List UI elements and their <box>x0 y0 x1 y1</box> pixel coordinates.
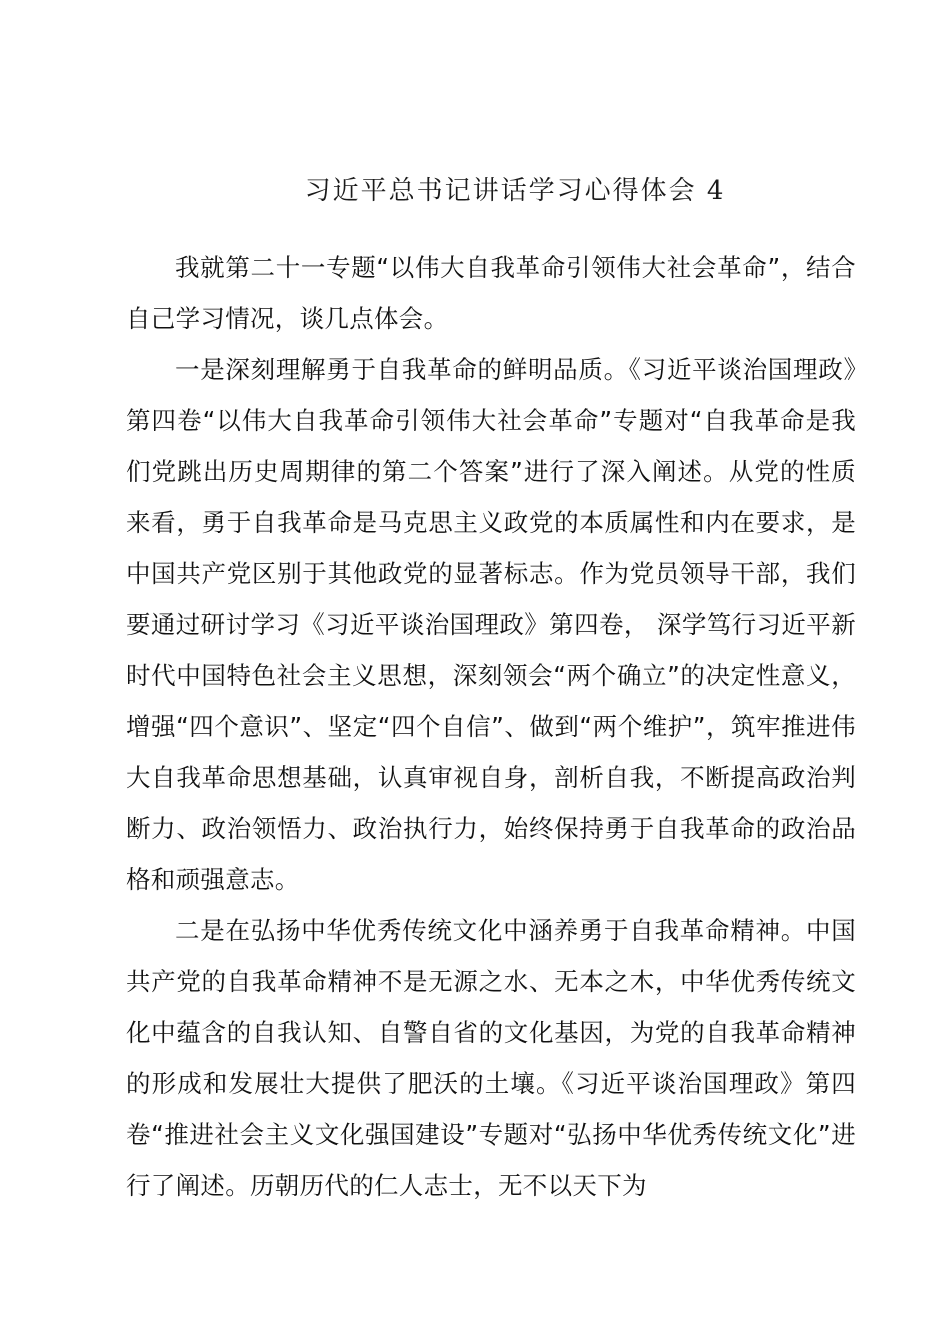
document-title: 习近平总书记讲话学习心得体会 4 <box>304 176 726 206</box>
paragraph-point-two: 二是在弘扬中华优秀传统文化中涵养勇于自我革命精神。中国共产党的自我革命精神不是无源之水、无本之木，中华优秀传统文化中蕴含的自我认知、自警自省的文化基因，为党的自我革命精神的形成和发展壮大提供了肥沃的土壤。《习近平谈治国理政》第四卷“推进社会主义文化强国建设”专题对“弘扬中华优秀传统文化”进行了阐述。历朝历代的仁人志士，无不以天下为 <box>126 916 856 1200</box>
document-body <box>126 242 856 1211</box>
paragraph-point-one: 一是深刻理解勇于自我革命的鲜明品质。《习近平谈治国理政》第四卷“以伟大自我革命引领伟大社会革命”专题对“自我革命是我们党跳出历史周期律的第二个答案”进行了深入阐述。从党的性质来看，勇于自我革命是马克思主义政党的本质属性和内在要求，是中国共产党区别于其他政党的显著标志。作为党员领导干部，我们要通过研讨学习《习近平谈治国理政》第四卷， 深学笃行习近平新时代中国特色社会主义思想，深刻领会“两个确立”的决定性意义，增强“四个意识”、坚定“四个自信”、做到“两个维护”，筑牢推进伟大自我革命思想基础，认真审视自身，剖析自我，不断提高政治判断力、政治领悟力、政治执行力，始终保持勇于自我革命的政治品格和顽强意志。 <box>126 355 856 894</box>
paragraph-intro: 我就第二十一专题“以伟大自我革命引领伟大社会革命”，结合自己学习情况，谈几点体会。 <box>126 253 856 333</box>
